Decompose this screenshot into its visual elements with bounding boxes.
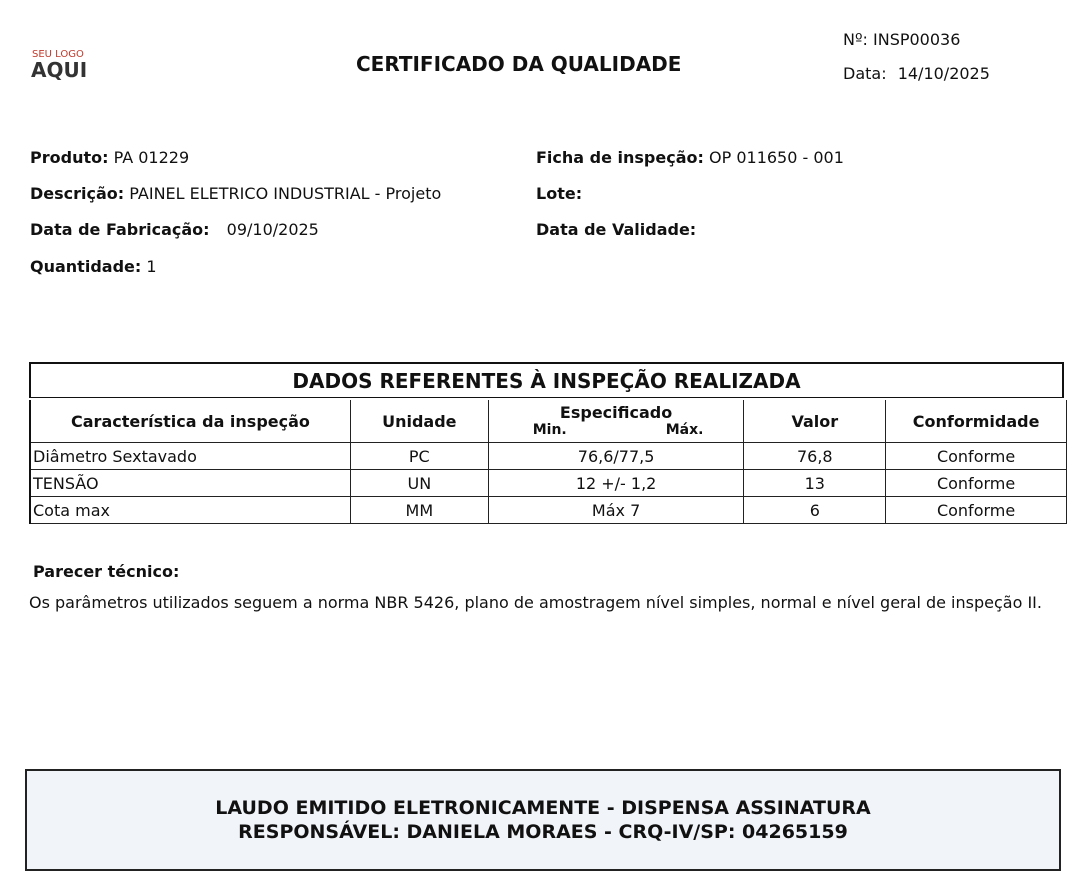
field-descricao-value: PAINEL ELETRICO INDUSTRIAL - Projeto xyxy=(129,184,442,203)
certificate-date xyxy=(843,64,990,83)
certificate-number-label: Nº: xyxy=(843,30,868,49)
table-row xyxy=(30,470,1067,497)
cell-conformidade: Conforme xyxy=(886,443,1067,470)
section-title: DADOS REFERENTES À INSPEÇÃO REALIZADA xyxy=(29,362,1064,398)
header-spec-subheaders xyxy=(489,422,744,438)
header-min: Min. xyxy=(532,422,567,438)
field-ficha-label: Ficha de inspeção: xyxy=(536,148,704,167)
field-ficha-value: OP 011650 - 001 xyxy=(709,148,844,167)
footer-box xyxy=(25,769,1061,871)
logo: AQUI xyxy=(31,58,88,82)
field-produto xyxy=(30,148,189,167)
field-ficha xyxy=(536,148,844,167)
field-produto-label: Produto: xyxy=(30,148,109,167)
footer-line1: LAUDO EMITIDO ELETRONICAMENTE - DISPENSA ASSINATURA xyxy=(215,797,871,819)
cell-valor: 13 xyxy=(744,470,886,497)
header-unidade: Unidade xyxy=(350,400,488,443)
field-fabricacao-label: Data de Fabricação: xyxy=(30,220,210,239)
field-lote xyxy=(536,184,582,203)
certificate-number-value: INSP00036 xyxy=(873,30,961,49)
field-fabricacao xyxy=(30,220,319,239)
header-conformidade: Conformidade xyxy=(886,400,1067,443)
header-especificado xyxy=(488,400,744,443)
cell-valor: 6 xyxy=(744,497,886,524)
field-validade-label: Data de Validade: xyxy=(536,220,697,239)
field-fabricacao-value: 09/10/2025 xyxy=(226,220,319,239)
cell-caracteristica: Diâmetro Sextavado xyxy=(30,443,350,470)
field-quantidade xyxy=(30,257,157,276)
header-caracteristica: Característica da inspeção xyxy=(30,400,350,443)
cell-unidade: MM xyxy=(350,497,488,524)
footer-line2: RESPONSÁVEL: DANIELA MORAES - CRQ-IV/SP: 04265159 xyxy=(238,821,848,843)
inspection-table xyxy=(29,400,1067,524)
cell-caracteristica: TENSÃO xyxy=(30,470,350,497)
field-descricao-label: Descrição: xyxy=(30,184,125,203)
certificate-date-value: 14/10/2025 xyxy=(897,64,990,83)
parecer-label: Parecer técnico: xyxy=(33,562,180,581)
cell-conformidade: Conforme xyxy=(886,497,1067,524)
field-descricao xyxy=(30,184,441,203)
cell-unidade: PC xyxy=(350,443,488,470)
cell-valor: 76,8 xyxy=(744,443,886,470)
table-row xyxy=(30,497,1067,524)
parecer-text: Os parâmetros utilizados seguem a norma NBR 5426, plano de amostragem nível simples, normal e nível geral de inspeção II. xyxy=(29,593,1042,612)
field-produto-value: PA 01229 xyxy=(113,148,190,167)
cell-conformidade: Conforme xyxy=(886,470,1067,497)
field-quantidade-label: Quantidade: xyxy=(30,257,142,276)
table-row xyxy=(30,443,1067,470)
cell-caracteristica: Cota max xyxy=(30,497,350,524)
header-especificado-label: Especificado xyxy=(559,403,673,422)
header-valor: Valor xyxy=(744,400,886,443)
field-validade xyxy=(536,220,696,239)
cell-especificado: 12 +/- 1,2 xyxy=(488,470,744,497)
header-max: Máx. xyxy=(665,422,704,438)
certificate-number xyxy=(843,30,960,49)
document-title: CERTIFICADO DA QUALIDADE xyxy=(356,52,682,76)
field-quantidade-value: 1 xyxy=(146,257,157,276)
table-header-row xyxy=(30,400,1067,443)
certificate-date-label: Data: xyxy=(843,64,887,83)
logo-caption: SEU LOGO xyxy=(32,49,84,60)
cell-especificado: Máx 7 xyxy=(488,497,744,524)
cell-especificado: 76,6/77,5 xyxy=(488,443,744,470)
cell-unidade: UN xyxy=(350,470,488,497)
field-lote-label: Lote: xyxy=(536,184,583,203)
